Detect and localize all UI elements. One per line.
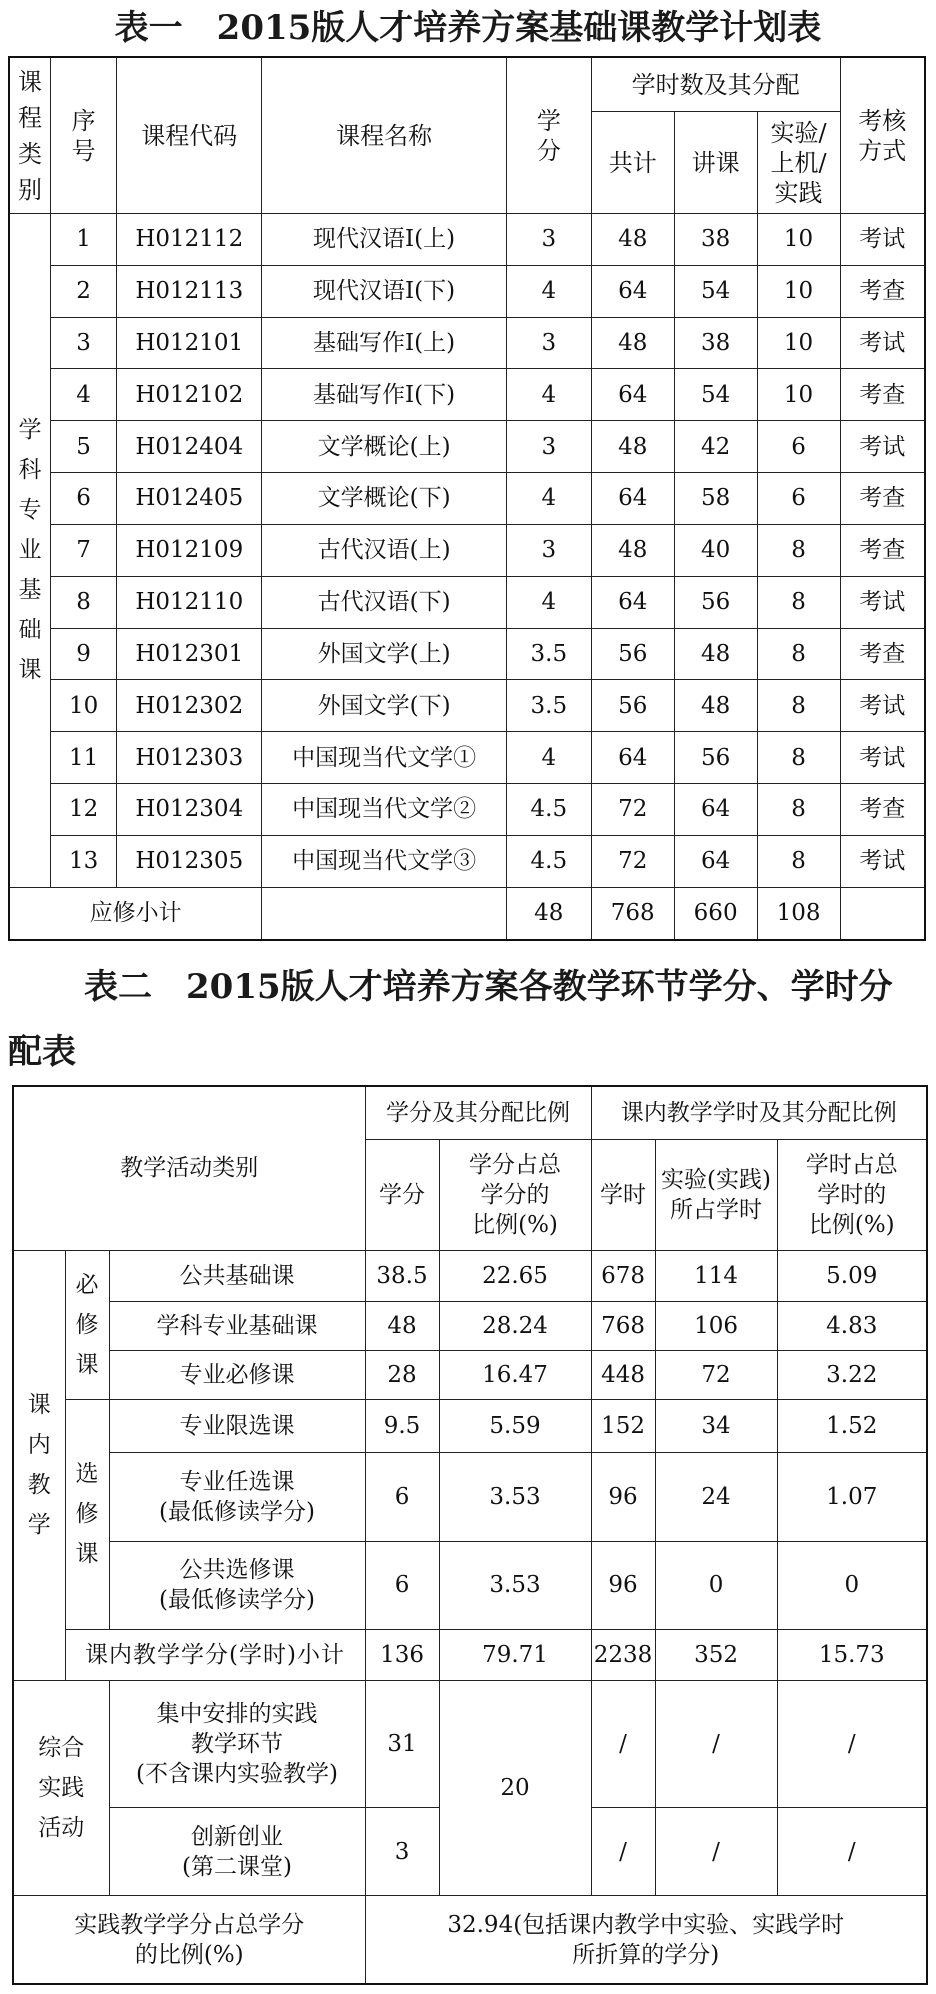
row-lab: 10: [757, 265, 840, 317]
table-row: [9, 473, 925, 525]
row-lecture: 48: [674, 628, 757, 680]
row-lab: 10: [757, 214, 840, 266]
row-total: 56: [591, 628, 674, 680]
row-lab: 8: [757, 628, 840, 680]
row-exam: 考查: [840, 473, 925, 525]
course-plan-table: [8, 56, 926, 941]
row-exam: 考试: [840, 732, 925, 784]
row-lecture: 38: [674, 214, 757, 266]
in-class-subtotal-credit: 136: [365, 1629, 439, 1680]
row-name: 古代汉语(上): [262, 524, 507, 576]
row-name: 外国文学(上): [262, 628, 507, 680]
row-total: 64: [591, 732, 674, 784]
row-name: 公共选修课 (最低修读学分): [109, 1541, 365, 1629]
row-name: 现代汉语Ⅰ(上): [262, 214, 507, 266]
row-name: 专业限选课: [109, 1400, 365, 1453]
row-total: 48: [591, 524, 674, 576]
practice-item-hours-ratio: /: [777, 1681, 927, 1808]
row-index: 7: [50, 524, 116, 576]
table-row: [9, 265, 925, 317]
row-index: 11: [50, 732, 116, 784]
table2-title-line2: 配表: [8, 1032, 76, 1072]
row-name: 文学概论(下): [262, 473, 507, 525]
row-credit: 4.5: [506, 835, 591, 887]
practice-item-name: 创新创业 (第二课堂): [109, 1808, 365, 1896]
row-credit-ratio: 16.47: [439, 1350, 591, 1399]
subtotal-label: 应修小计: [9, 887, 262, 940]
in-class-label: 课 内 教 学: [13, 1250, 65, 1681]
row-total: 64: [591, 369, 674, 421]
table-row: [9, 835, 925, 887]
row-name: 专业必修课: [109, 1350, 365, 1399]
practice-ratio-value: 32.94(包括课内教学中实验、实践学时 所折算的学分): [365, 1896, 927, 1984]
row-hours: 448: [591, 1350, 655, 1399]
row-credit: 3: [506, 214, 591, 266]
table-row: [9, 576, 925, 628]
row-credit: 6: [365, 1453, 439, 1541]
row-exam: 考查: [840, 524, 925, 576]
row-hours-ratio: 0: [777, 1541, 927, 1629]
row-code: H012302: [117, 680, 262, 732]
row-total: 72: [591, 835, 674, 887]
header-index: 序 号: [50, 57, 116, 214]
row-code: H012304: [117, 783, 262, 835]
row-total: 48: [591, 317, 674, 369]
row-lab: 6: [757, 421, 840, 473]
row-credit: 3.5: [506, 680, 591, 732]
in-class-subtotal-hours-ratio: 15.73: [777, 1629, 927, 1680]
row-lab: 10: [757, 369, 840, 421]
header-credit: 学分: [365, 1139, 439, 1250]
row-lab: 106: [655, 1301, 777, 1350]
table-row: [9, 732, 925, 784]
row-index: 3: [50, 317, 116, 369]
practice-credit-ratio: 20: [439, 1681, 591, 1896]
row-code: H012109: [117, 524, 262, 576]
row-lecture: 58: [674, 473, 757, 525]
header-course-name: 课程名称: [262, 57, 507, 214]
in-class-subtotal-credit-ratio: 79.71: [439, 1629, 591, 1680]
row-exam: 考查: [840, 265, 925, 317]
row-credit-ratio: 28.24: [439, 1301, 591, 1350]
row-credit: 3: [506, 524, 591, 576]
row-total: 64: [591, 265, 674, 317]
row-lab: 6: [757, 473, 840, 525]
row-code: H012405: [117, 473, 262, 525]
row-hours-ratio: 3.22: [777, 1350, 927, 1399]
row-hours: 768: [591, 1301, 655, 1350]
row-hours: 96: [591, 1541, 655, 1629]
elective-label: 选 修 课: [65, 1400, 109, 1630]
row-hours-ratio: 5.09: [777, 1250, 927, 1301]
row-exam: 考试: [840, 835, 925, 887]
row-exam: 考查: [840, 783, 925, 835]
category-label: 学 科 专 业 基 础 课: [9, 214, 50, 888]
row-lab: 8: [757, 576, 840, 628]
row-credit-ratio: 3.53: [439, 1541, 591, 1629]
row-name: 文学概论(上): [262, 421, 507, 473]
subtotal-total: 768: [591, 887, 674, 940]
row-code: H012112: [117, 214, 262, 266]
row-code: H012113: [117, 265, 262, 317]
row-lab: 8: [757, 680, 840, 732]
row-hours: 678: [591, 1250, 655, 1301]
row-index: 4: [50, 369, 116, 421]
row-lab: 10: [757, 317, 840, 369]
header-hours-group: 课内教学学时及其分配比例: [591, 1086, 927, 1139]
row-index: 1: [50, 214, 116, 266]
in-class-subtotal-label: 课内教学学分(学时)小计: [65, 1629, 365, 1680]
row-hours-ratio: 1.07: [777, 1453, 927, 1541]
row-credit: 4: [506, 732, 591, 784]
header-category: 课 程 类 别: [9, 57, 50, 214]
row-hours: 152: [591, 1400, 655, 1453]
row-hours-ratio: 1.52: [777, 1400, 927, 1453]
practice-item-hours-ratio: /: [777, 1808, 927, 1896]
row-exam: 考试: [840, 680, 925, 732]
table-row: [9, 524, 925, 576]
header-activity: 教学活动类别: [13, 1086, 365, 1250]
row-credit: 28: [365, 1350, 439, 1399]
row-code: H012303: [117, 732, 262, 784]
row-total: 64: [591, 473, 674, 525]
row-code: H012101: [117, 317, 262, 369]
row-exam: 考试: [840, 421, 925, 473]
row-lab: 34: [655, 1400, 777, 1453]
table-row: [9, 317, 925, 369]
practice-ratio-label: 实践教学学分占总学分 的比例(%): [13, 1896, 365, 1984]
row-credit-ratio: 22.65: [439, 1250, 591, 1301]
row-name: 中国现当代文学①: [262, 732, 507, 784]
row-hours: 96: [591, 1453, 655, 1541]
row-lab: 72: [655, 1350, 777, 1399]
row-lecture: 54: [674, 369, 757, 421]
row-credit: 9.5: [365, 1400, 439, 1453]
row-total: 48: [591, 214, 674, 266]
header-credit: 学 分: [506, 57, 591, 214]
row-index: 2: [50, 265, 116, 317]
row-lab: 8: [757, 732, 840, 784]
row-credit: 38.5: [365, 1250, 439, 1301]
row-lab: 8: [757, 835, 840, 887]
header-lab-hours: 实验(实践) 所占学时: [655, 1139, 777, 1250]
row-lab: 8: [757, 524, 840, 576]
row-credit: 4.5: [506, 783, 591, 835]
table-row: [9, 369, 925, 421]
practice-item-credit: 31: [365, 1681, 439, 1808]
row-index: 10: [50, 680, 116, 732]
row-name: 基础写作Ⅰ(上): [262, 317, 507, 369]
row-credit: 4: [506, 473, 591, 525]
credit-distribution-table: [12, 1085, 928, 1985]
row-exam: 考查: [840, 369, 925, 421]
header-course-code: 课程代码: [117, 57, 262, 214]
in-class-subtotal-hours: 2238: [591, 1629, 655, 1680]
row-index: 6: [50, 473, 116, 525]
header-hours-group: 学时数及其分配: [591, 57, 840, 112]
row-code: H012404: [117, 421, 262, 473]
header-total: 共计: [591, 112, 674, 214]
header-credit-group: 学分及其分配比例: [365, 1086, 591, 1139]
table-row: [9, 214, 925, 266]
row-lab: 114: [655, 1250, 777, 1301]
row-total: 56: [591, 680, 674, 732]
row-name: 基础写作Ⅰ(下): [262, 369, 507, 421]
table-row: [9, 421, 925, 473]
subtotal-empty: [262, 887, 507, 940]
row-code: H012301: [117, 628, 262, 680]
row-name: 专业任选课 (最低修读学分): [109, 1453, 365, 1541]
subtotal-credit: 48: [506, 887, 591, 940]
header-lab: 实验/ 上机/ 实践: [757, 112, 840, 214]
table-row: [9, 680, 925, 732]
header-credit-ratio: 学分占总 学分的 比例(%): [439, 1139, 591, 1250]
practice-item-hours: /: [591, 1808, 655, 1896]
row-credit: 4: [506, 576, 591, 628]
row-index: 8: [50, 576, 116, 628]
row-lecture: 56: [674, 732, 757, 784]
header-hours-ratio: 学时占总 学时的 比例(%): [777, 1139, 927, 1250]
row-code: H012110: [117, 576, 262, 628]
row-name: 外国文学(下): [262, 680, 507, 732]
row-credit: 3: [506, 317, 591, 369]
table2-title-line1: 表二 2015版人才培养方案各教学环节学分、学时分: [84, 967, 893, 1007]
table-row: [9, 783, 925, 835]
row-hours-ratio: 4.83: [777, 1301, 927, 1350]
table-row: [9, 628, 925, 680]
row-exam: 考查: [840, 628, 925, 680]
row-total: 72: [591, 783, 674, 835]
row-lecture: 64: [674, 783, 757, 835]
row-lab: 0: [655, 1541, 777, 1629]
row-index: 12: [50, 783, 116, 835]
row-credit: 48: [365, 1301, 439, 1350]
required-label: 必 修 课: [65, 1250, 109, 1400]
row-name: 中国现当代文学②: [262, 783, 507, 835]
row-code: H012102: [117, 369, 262, 421]
row-name: 现代汉语Ⅰ(下): [262, 265, 507, 317]
row-lecture: 54: [674, 265, 757, 317]
row-lecture: 64: [674, 835, 757, 887]
row-lecture: 38: [674, 317, 757, 369]
practice-label: 综合 实践 活动: [13, 1681, 109, 1896]
row-exam: 考试: [840, 214, 925, 266]
subtotal-lecture: 660: [674, 887, 757, 940]
row-lecture: 42: [674, 421, 757, 473]
row-lecture: 40: [674, 524, 757, 576]
row-lab: 24: [655, 1453, 777, 1541]
row-name: 古代汉语(下): [262, 576, 507, 628]
practice-item-lab: /: [655, 1681, 777, 1808]
row-credit: 3.5: [506, 628, 591, 680]
practice-item-hours: /: [591, 1681, 655, 1808]
practice-item-credit: 3: [365, 1808, 439, 1896]
row-credit: 6: [365, 1541, 439, 1629]
row-credit-ratio: 3.53: [439, 1453, 591, 1541]
header-lecture: 讲课: [674, 112, 757, 214]
row-exam: 考试: [840, 576, 925, 628]
subtotal-lab: 108: [757, 887, 840, 940]
row-lecture: 48: [674, 680, 757, 732]
row-index: 9: [50, 628, 116, 680]
row-credit-ratio: 5.59: [439, 1400, 591, 1453]
header-hours: 学时: [591, 1139, 655, 1250]
header-assessment: 考核 方式: [840, 57, 925, 214]
practice-item-lab: /: [655, 1808, 777, 1896]
row-lab: 8: [757, 783, 840, 835]
table1-title: 表一 2015版人才培养方案基础课教学计划表: [114, 8, 822, 48]
row-index: 13: [50, 835, 116, 887]
row-index: 5: [50, 421, 116, 473]
row-credit: 4: [506, 369, 591, 421]
subtotal-exam-empty: [840, 887, 925, 940]
row-total: 48: [591, 421, 674, 473]
row-name: 中国现当代文学③: [262, 835, 507, 887]
row-credit: 4: [506, 265, 591, 317]
row-name: 公共基础课: [109, 1250, 365, 1301]
row-lecture: 56: [674, 576, 757, 628]
row-exam: 考试: [840, 317, 925, 369]
practice-item-name: 集中安排的实践 教学环节 (不含课内实验教学): [109, 1681, 365, 1808]
row-name: 学科专业基础课: [109, 1301, 365, 1350]
row-credit: 3: [506, 421, 591, 473]
in-class-subtotal-lab: 352: [655, 1629, 777, 1680]
row-code: H012305: [117, 835, 262, 887]
row-total: 64: [591, 576, 674, 628]
